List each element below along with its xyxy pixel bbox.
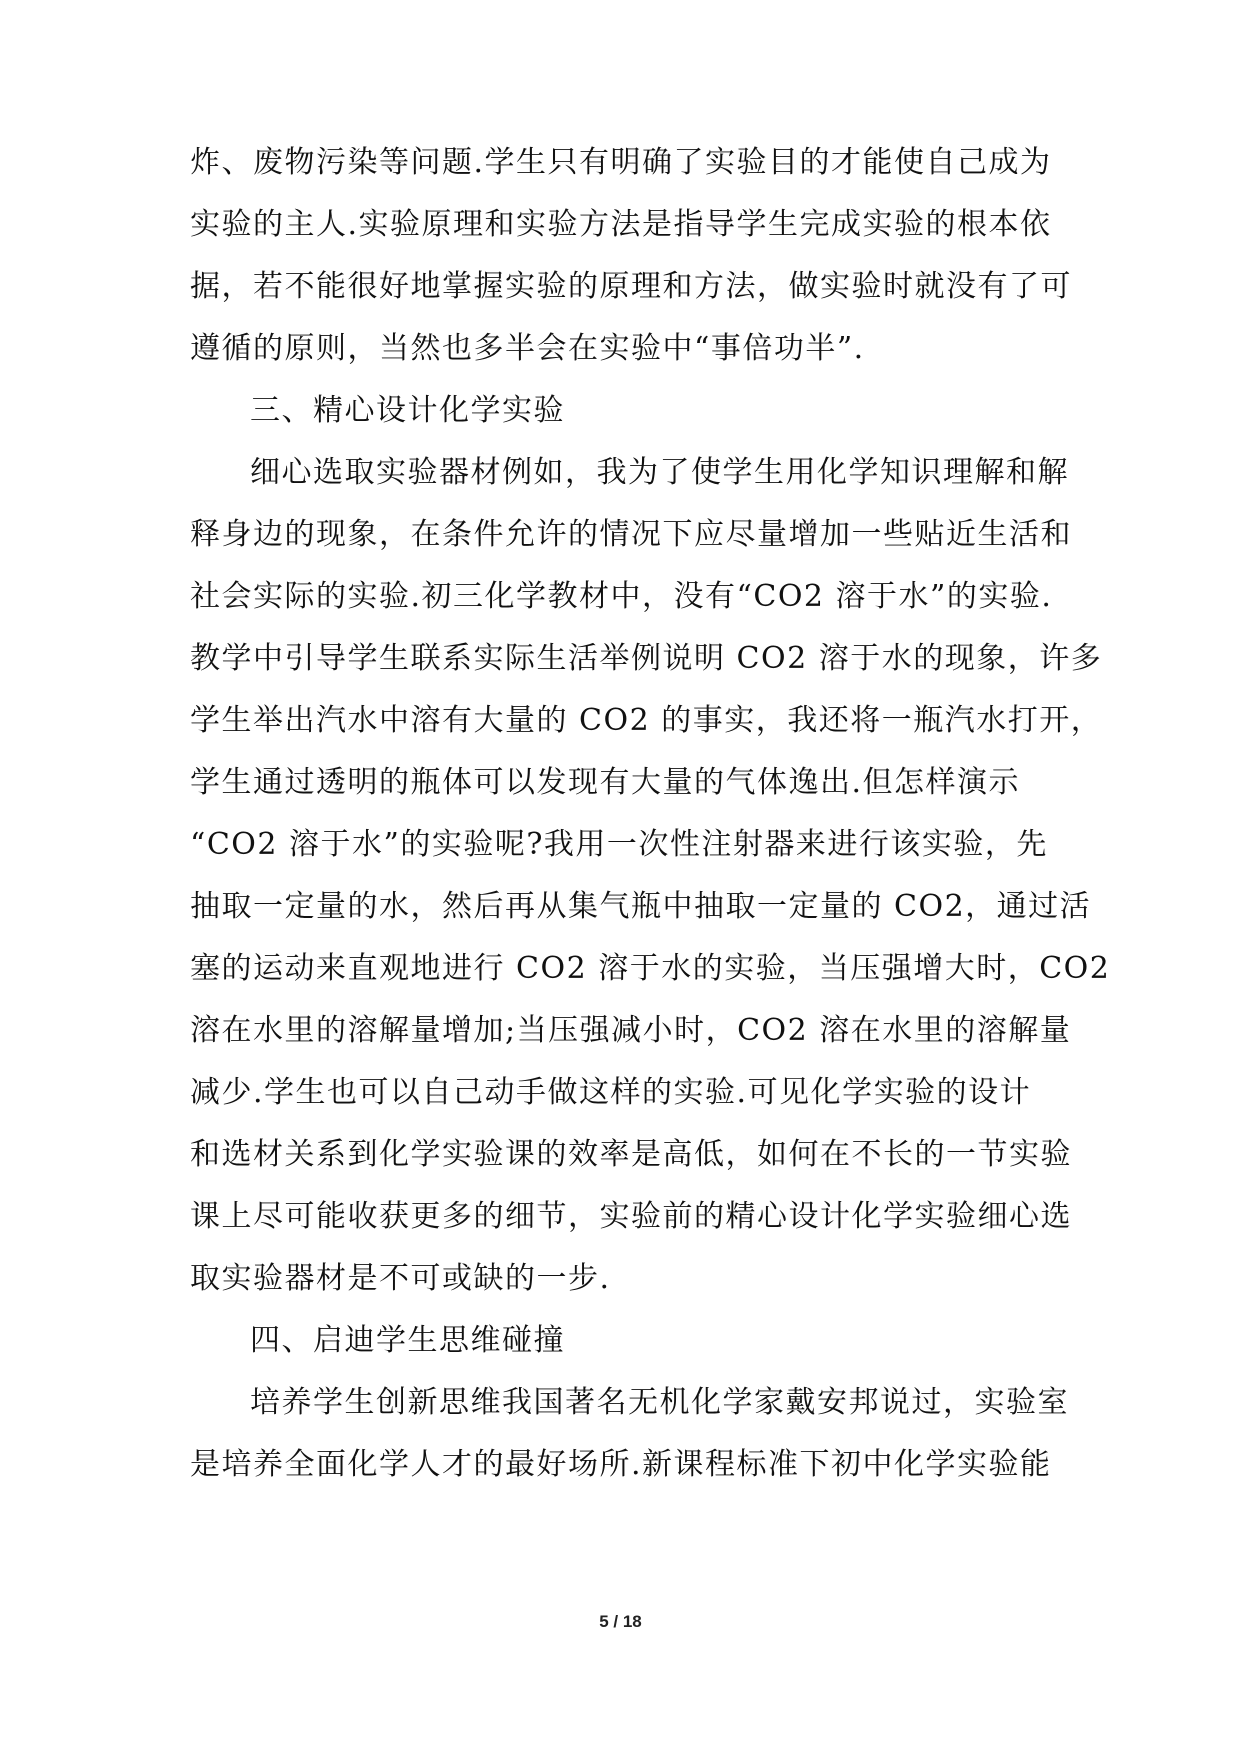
text-line: 取实验器材是不可或缺的一步. bbox=[190, 1261, 611, 1296]
text-line: 溶在水里的溶解量增加;当压强减小时，CO2 溶在水里的溶解量 bbox=[190, 1013, 1072, 1048]
text-line: 实验的主人.实验原理和实验方法是指导学生完成实验的根本依 bbox=[190, 207, 1052, 242]
page-number: 5 / 18 bbox=[599, 1612, 642, 1631]
paragraph-first-line: 培养学生创新思维我国著名无机化学家戴安邦说过，实验室 bbox=[250, 1385, 1069, 1420]
section-heading: 四、启迪学生思维碰撞 bbox=[250, 1323, 565, 1358]
section-heading: 三、精心设计化学实验 bbox=[250, 393, 565, 428]
text-line: 教学中引导学生联系实际生活举例说明 CO2 溶于水的现象，许多 bbox=[190, 641, 1103, 676]
text-line: 和选材关系到化学实验课的效率是高低，如何在不长的一节实验 bbox=[190, 1137, 1072, 1172]
text-line: 释身边的现象，在条件允许的情况下应尽量增加一些贴近生活和 bbox=[190, 517, 1072, 552]
text-line: 是培养全面化学人才的最好场所.新课程标准下初中化学实验能 bbox=[190, 1447, 1052, 1482]
text-line: 社会实际的实验.初三化学教材中，没有“CO2 溶于水”的实验. bbox=[190, 579, 1053, 614]
text-line: 课上尽可能收获更多的细节，实验前的精心设计化学实验细心选 bbox=[190, 1199, 1072, 1234]
text-line: 减少.学生也可以自己动手做这样的实验.可见化学实验的设计 bbox=[190, 1075, 1032, 1110]
text-line: “CO2 溶于水”的实验呢?我用一次性注射器来进行该实验，先 bbox=[190, 827, 1048, 862]
text-line: 据，若不能很好地掌握实验的原理和方法，做实验时就没有了可 bbox=[190, 269, 1072, 304]
text-line: 炸、废物污染等问题.学生只有明确了实验目的才能使自己成为 bbox=[190, 145, 1052, 180]
text-line: 遵循的原则，当然也多半会在实验中“事倍功半”. bbox=[190, 331, 865, 366]
text-line: 学生通过透明的瓶体可以发现有大量的气体逸出.但怎样演示 bbox=[190, 765, 1021, 800]
text-line: 抽取一定量的水，然后再从集气瓶中抽取一定量的 CO2，通过活 bbox=[190, 889, 1092, 924]
text-line: 塞的运动来直观地进行 CO2 溶于水的实验，当压强增大时，CO2 bbox=[190, 951, 1111, 986]
text-line: 学生举出汽水中溶有大量的 CO2 的事实，我还将一瓶汽水打开， bbox=[190, 703, 1103, 738]
paragraph-first-line: 细心选取实验器材例如，我为了使学生用化学知识理解和解 bbox=[250, 455, 1069, 490]
